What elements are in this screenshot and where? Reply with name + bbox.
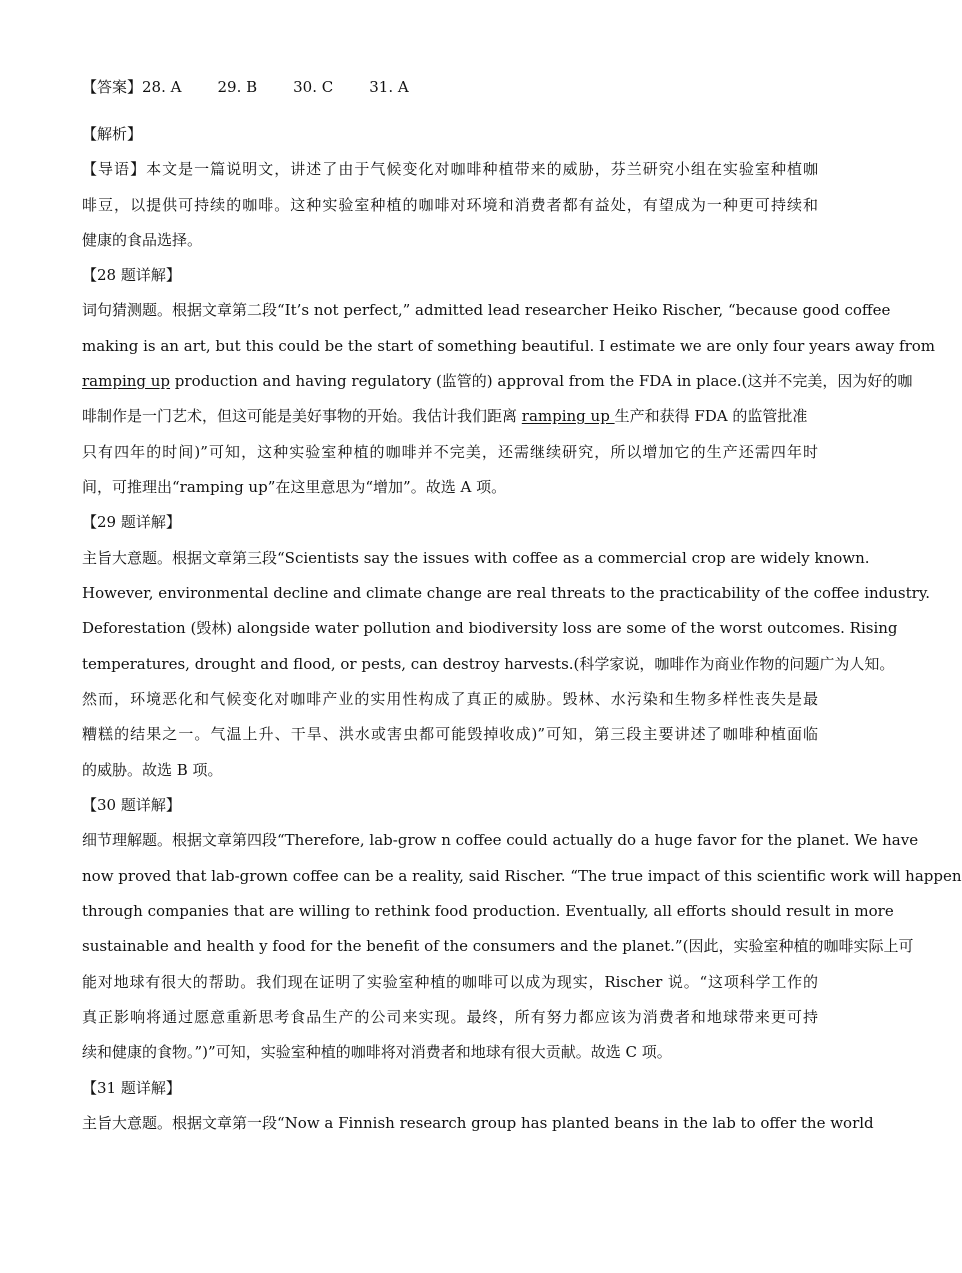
q28-line-1: 词句猜测题。根据文章第二段“It’s not perfect,” admitted lead researcher Heiko Rischer, “because good coffee	[82, 301, 891, 319]
q30-line-6: 真正影响将通过愿意重新思考食品生产的公司来实现。最终，所有努力都应该为消费者和地球带来更可持	[82, 1008, 818, 1026]
q29-line-3: Deforestation (毁林) alongside water pollution and biodiversity loss are some of the worst outcomes. Rising	[82, 619, 898, 637]
q28-underlined-term-2: ramping up	[521, 407, 615, 425]
intro-line-1: 【导语】本文是一篇说明文，讲述了由于气候变化对咖啡种植带来的威胁，芬兰研究小组在实验室种植咖	[82, 160, 818, 178]
q29-heading: 【29 题详解】	[82, 513, 181, 531]
q29-line-7: 的威胁。故选 B 项。	[82, 761, 223, 779]
q30-line-5: 能对地球有很大的帮助。我们现在证明了实验室种植的咖啡可以成为现实，Rischer 说。“这项科学工作的	[82, 973, 818, 991]
intro-line-3: 健康的食品选择。	[82, 231, 203, 249]
q30-line-4: sustainable and health y food for the benefit of the consumers and the planet.”(因此，实验室种植的咖啡实际上可	[82, 937, 914, 955]
q28-line-5: 只有四年的时间)”可知，这种实验室种植的咖啡并不完美，还需继续研究，所以增加它的生产还需四年时	[82, 443, 818, 461]
answer-28: 28. A	[142, 78, 182, 96]
q30-line-2: now proved that lab-grown coffee can be a reality, said Rischer. “The true impact of this scientific work will happen	[82, 867, 962, 885]
q29-line-1: 主旨大意题。根据文章第三段“Scientists say the issues with coffee as a commercial crop are widely known.	[82, 549, 870, 567]
q28-line-2: making is an art, but this could be the start of something beautiful. I estimate we are only four years away from	[82, 337, 935, 355]
q31-line-1: 主旨大意题。根据文章第一段“Now a Finnish research group has planted beans in the lab to offer the world	[82, 1114, 874, 1132]
q29-line-6: 糟糕的结果之一。气温上升、干旱、洪水或害虫都可能毁掉收成)”可知，第三段主要讲述了咖啡种植面临	[82, 725, 818, 743]
answer-row	[82, 76, 409, 98]
answer-29: 29. B	[217, 78, 258, 96]
q28-line-3: ramping up production and having regulatory (监管的) approval from the FDA in place.(这并不完美，因为好的咖	[82, 372, 913, 390]
q30-heading: 【30 题详解】	[82, 796, 181, 814]
q28-heading: 【28 题详解】	[82, 266, 181, 284]
q28-line-4: 啡制作是一门艺术，但这可能是美好事物的开始。我估计我们距离 ramping up 生产和获得 FDA 的监管批准	[82, 407, 808, 425]
q30-line-7: 续和健康的食物。”)”可知，实验室种植的咖啡将对消费者和地球有很大贡献。故选 C 项。	[82, 1043, 672, 1061]
q29-line-5: 然而，环境恶化和气候变化对咖啡产业的实用性构成了真正的威胁。毁林、水污染和生物多样性丧失是最	[82, 690, 818, 708]
q28-line-6: 间，可推理出“ramping up”在这里意思为“增加”。故选 A 项。	[82, 478, 507, 496]
answer-31: 31. A	[369, 78, 409, 96]
analysis-label: 【解析】	[82, 125, 143, 143]
q29-line-2: However, environmental decline and climate change are real threats to the practicability of the coffee industry.	[82, 584, 931, 602]
answer-30: 30. C	[293, 78, 334, 96]
intro-line-2: 啡豆，以提供可持续的咖啡。这种实验室种植的咖啡对环境和消费者都有益处，有望成为一种更可持续和	[82, 196, 818, 214]
answer-label: 【答案】	[82, 78, 143, 96]
q30-line-1: 细节理解题。根据文章第四段“Therefore, lab-grow n coffee could actually do a huge favor for the planet. We have	[82, 831, 919, 849]
q29-line-4: temperatures, drought and flood, or pests, can destroy harvests.(科学家说，咖啡作为商业作物的问题广为人知。	[82, 655, 895, 673]
q30-line-3: through companies that are willing to rethink food production. Eventually, all efforts should result in more	[82, 902, 894, 920]
q28-underlined-term: ramping up	[82, 372, 171, 390]
q31-heading: 【31 题详解】	[82, 1079, 181, 1097]
